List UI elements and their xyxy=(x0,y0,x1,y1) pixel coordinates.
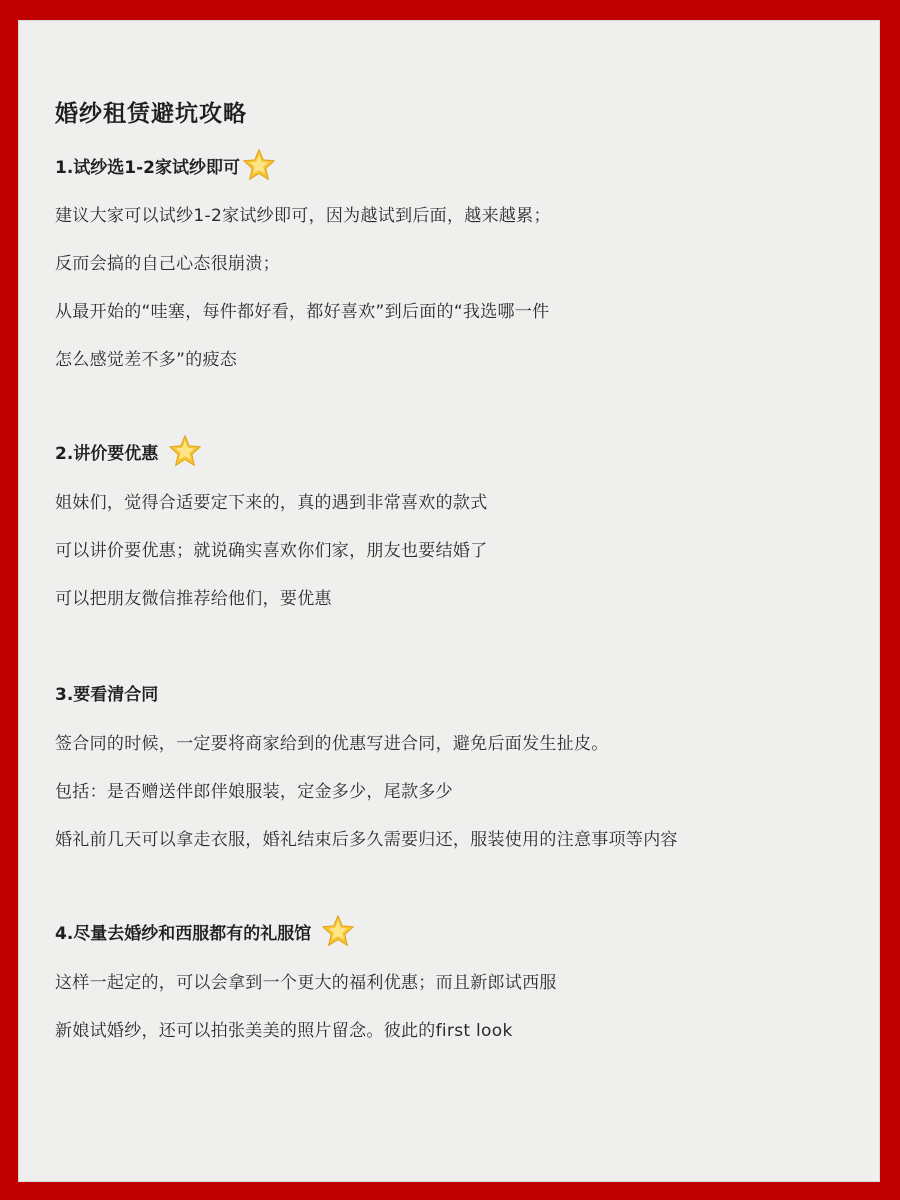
paragraph-line: 姐妹们，觉得合适要定下来的，真的遇到非常喜欢的款式 xyxy=(55,493,488,513)
paragraph-line: 这样一起定的，可以会拿到一个更大的福利优惠；而且新郎试西服 xyxy=(55,973,557,993)
page-title: 婚纱租赁避坑攻略 xyxy=(55,101,247,127)
star-icon xyxy=(321,914,355,948)
content-card xyxy=(18,20,880,1182)
paragraph-line: 建议大家可以试纱1-2家试纱即可，因为越试到后面，越来越累； xyxy=(55,206,551,226)
star-icon xyxy=(242,148,276,182)
star-icon xyxy=(168,434,202,468)
section-heading-1 xyxy=(55,148,276,182)
section-heading-text: 3.要看清合同 xyxy=(55,684,159,705)
paragraph-line: 反而会搞的自己心态很崩溃； xyxy=(55,254,280,274)
section-heading-text: 4.尽量去婚纱和西服都有的礼服馆 xyxy=(55,923,312,944)
paragraph-line: 包括：是否赠送伴郎伴娘服装，定金多少，尾款多少 xyxy=(55,782,453,802)
section-heading-text: 2.讲价要优惠 xyxy=(55,443,159,464)
section-heading-2 xyxy=(55,434,202,468)
paragraph-line: 从最开始的“哇塞，每件都好看，都好喜欢”到后面的“我选哪一件 xyxy=(55,302,550,322)
section-heading-text: 1.试纱选1-2家试纱即可 xyxy=(55,157,240,178)
paragraph-line: 可以讲价要优惠；就说确实喜欢你们家，朋友也要结婚了 xyxy=(55,541,488,561)
paragraph-line: 可以把朋友微信推荐给他们，要优惠 xyxy=(55,589,332,609)
paragraph-line: 签合同的时候，一定要将商家给到的优惠写进合同，避免后面发生扯皮。 xyxy=(55,734,609,754)
paragraph-line: 新娘试婚纱，还可以拍张美美的照片留念。彼此的first look xyxy=(55,1021,513,1041)
paragraph-line: 怎么感觉差不多”的疲态 xyxy=(55,350,238,370)
section-heading-4 xyxy=(55,914,355,948)
section-heading-3 xyxy=(55,675,158,709)
paragraph-line: 婚礼前几天可以拿走衣服，婚礼结束后多久需要归还，服装使用的注意事项等内容 xyxy=(55,830,678,850)
